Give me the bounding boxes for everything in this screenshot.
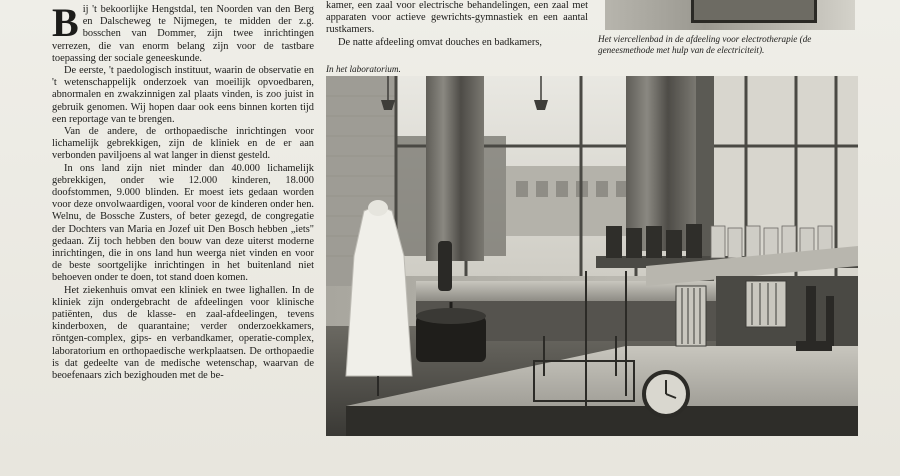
laboratory-photo [326,76,858,436]
article-paragraph-intro [52,0,314,65]
article-column [52,0,314,382]
electrotherapy-caption: Het viercellenbad in de afdeeling voor electrotherapie (de geneesmethode met hulp van de electriciteit). [598,34,812,55]
middle-paragraph: kamer, een zaal voor electrische behandelingen, een zaal met apparaten voor actieve gewrichts-gymnastiek en een aantal rustkamers. [326,0,588,36]
electrotherapy-photo [605,0,855,30]
laboratory-caption: In het laboratorium. [326,64,401,74]
bath-frame [691,0,817,23]
drop-cap: B [52,0,79,45]
article-paragraph: De eerste, 't paedologisch instituut, waarin de observatie en 't wetenschappelijk onderzoek van moeilijk opvoedbaren, abnormalen en zwakzinnigen zal plaats vinden, is zoo juist in gebruik genomen. Wij hopen daar ook eens binnen korten tijd een reportage van te brengen. [52,65,314,125]
laboratory-photo-illustration [326,76,858,436]
middle-paragraph: De natte afdeeling omvat douches en badkamers, [338,36,542,48]
article-paragraph: In ons land zijn niet minder dan 40.000 lichamelijk gebrekkigen, onder wie 12.000 kinderen, 18.000 doofstommen, 9.000 blinden. Er moest iets gedaan worden voor deze onvolwaardigen, vooral voor de kinderen onder hen. Welnu, de Bossche Zusters, of beter gezegd, de congregatie der Dochters van Maria en Jozef uit Den Bosch hebben „iets" gedaan. Zij toch hebben den bouw van deze uiterst moderne inrichtingen, die in ons land hun weerga niet vinden en voor de beste soortgelijke inrichtingen in het buitenland niet behoeven onder te doen, tot stand doen komen. [52,162,314,284]
intro-text: ij 't bekoorlijke Hengstdal, ten Noorden van den Berg en Dalscheweg te Nijmegen, te midden der z.g. bosschen van Dommer, zijn twee inrichtingen verrezen, die van enorm belang zijn voor de tastbare toepassing der sociale geneeskunde. [52,4,314,64]
article-paragraph: Het ziekenhuis omvat een kliniek en twee lighallen. In de kliniek zijn ondergebracht de afdeelingen voor klinische patiënten, dus de klasse- en zaal-afdeelingen, tevens kinderboxen, de quarantaine; verder onderzoekkamers, röntgen-complex, gips- en verbandkamer, operatie-complex, laboratorium en orthopaedische werkplaatsen. De orthopaedie is dat gedeelte van de medische wetenschap, waarvan de beoefenaars zich bezighouden met de be- [52,284,314,382]
article-paragraph: Van de andere, de orthopaedische inrichtingen voor lichamelijk gebrekkigen, zijn de kliniek en de er aan verbonden paviljoens al wat langer in dienst gesteld. [52,126,314,162]
middle-column-fragment [326,0,588,49]
